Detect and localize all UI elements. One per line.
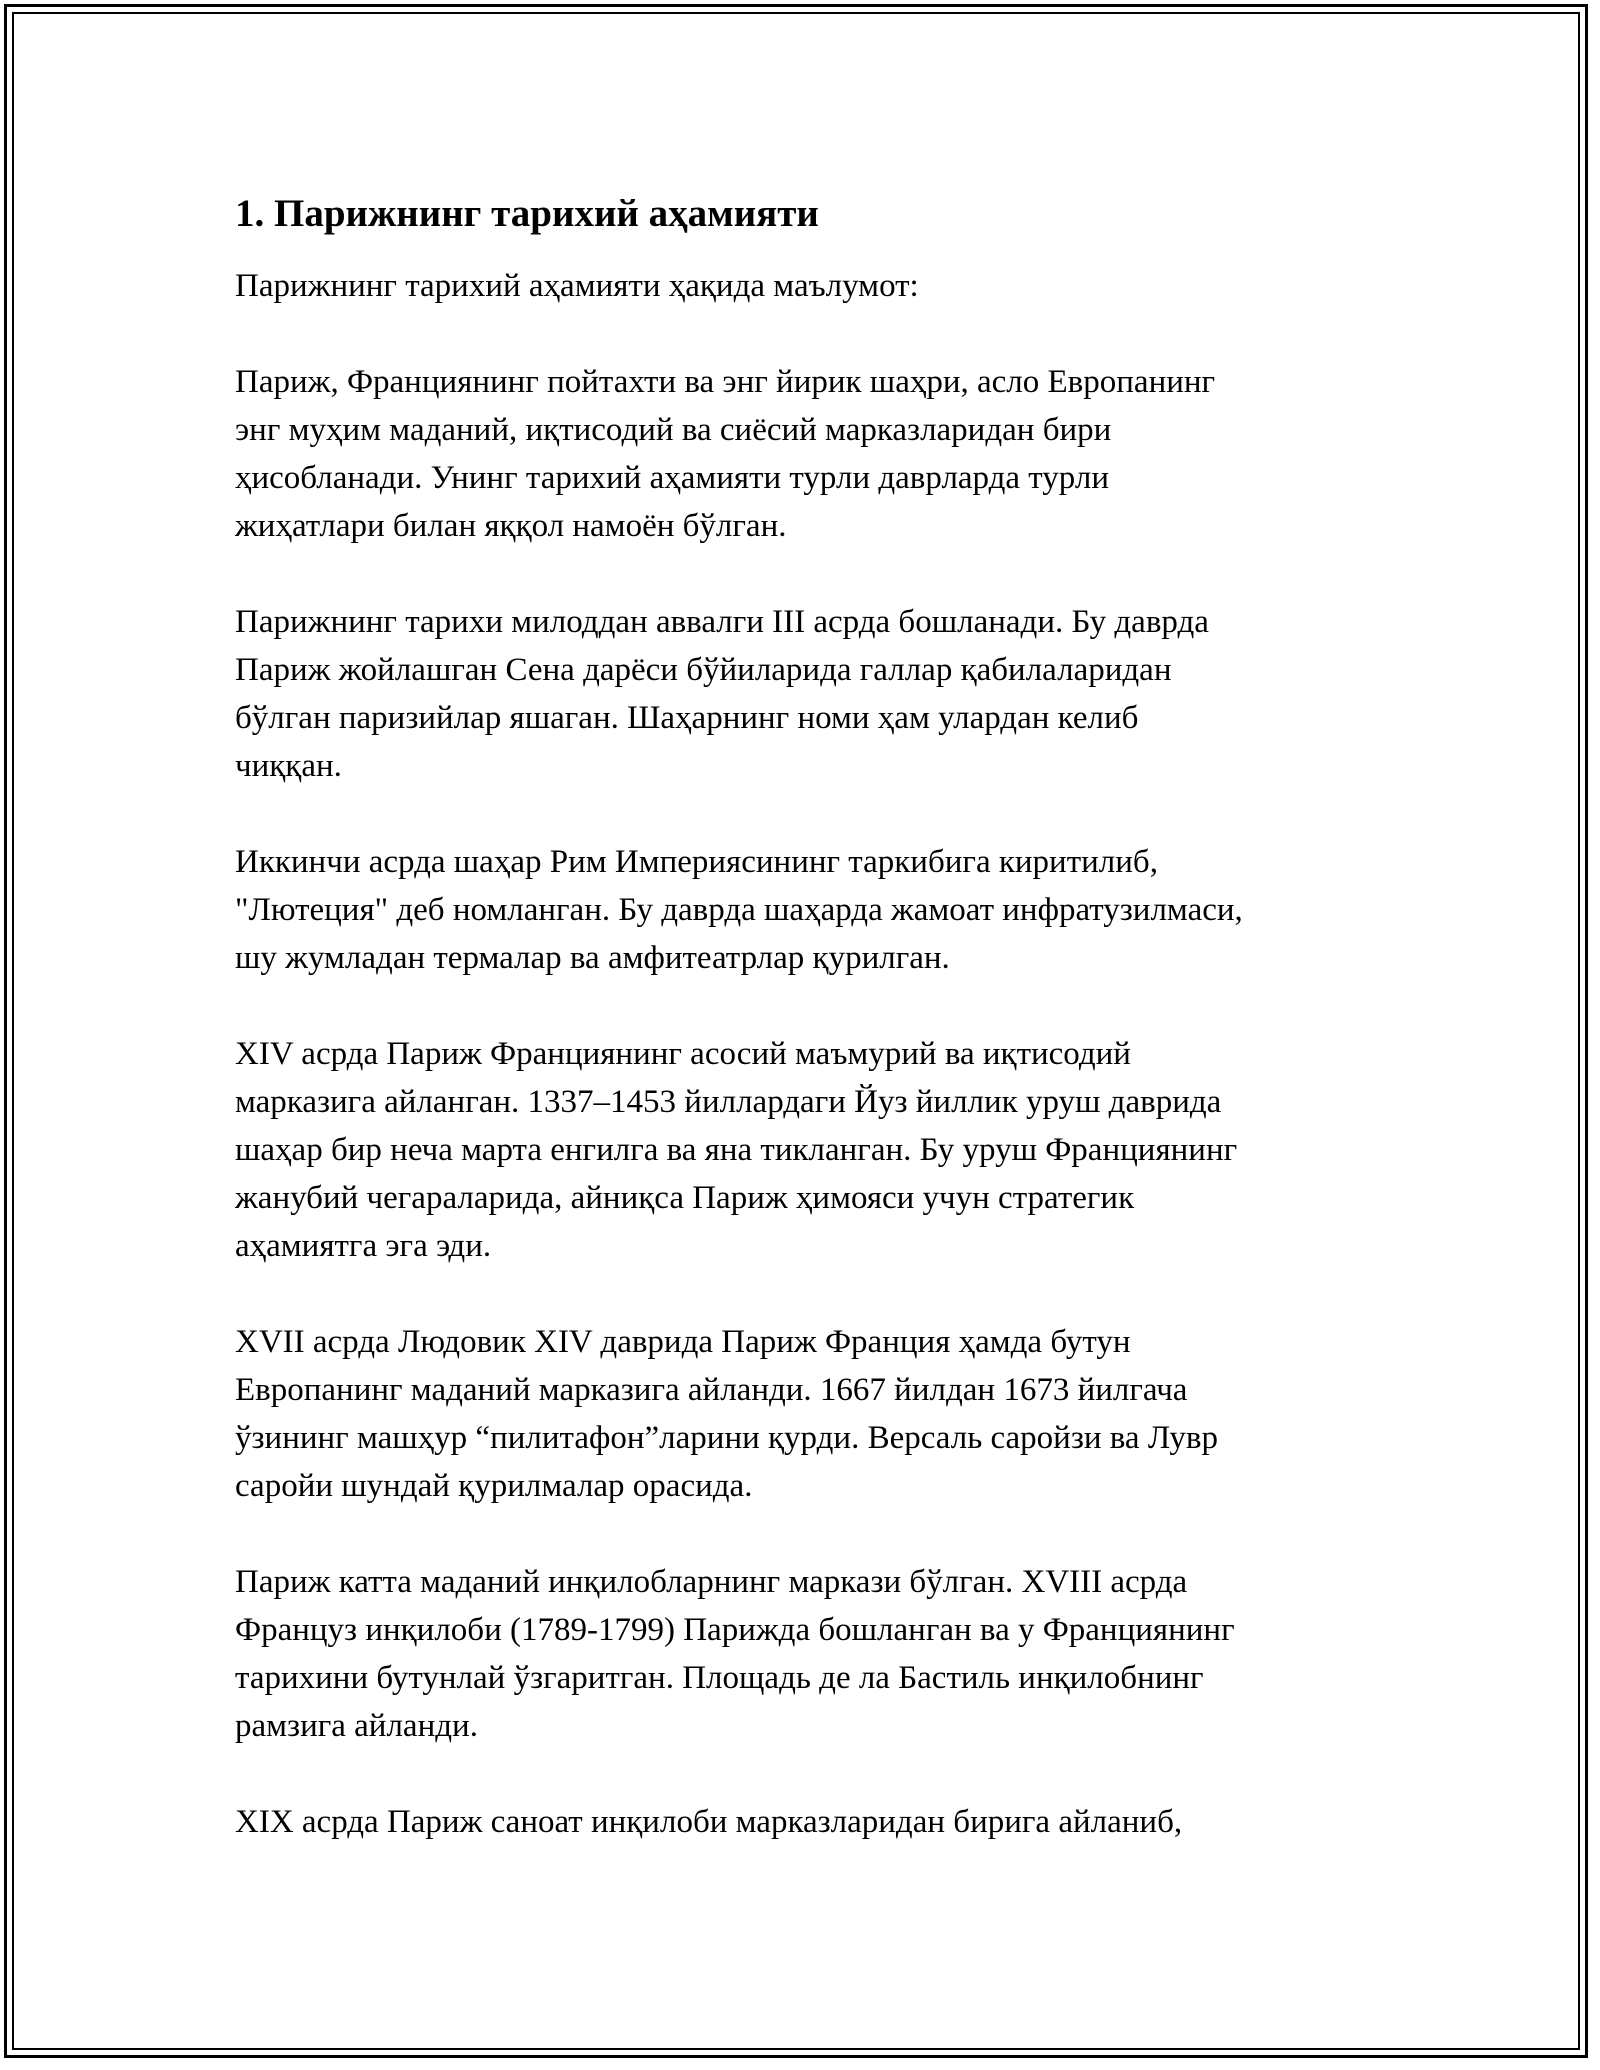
paragraph-5: XVII асрда Людовик XIV даврида Париж Франция ҳамда бутун Европанинг маданий марказига айланди. 1667 йилдан 1673 йилгача ўзининг машҳур “пилитафон”ларини қурди. Версаль саройзи ва Лувр саройи шундай қурилмалар орасида. bbox=[235, 1324, 1218, 1504]
document-body bbox=[235, 190, 1385, 1894]
document-title: 1. Парижнинг тарихий аҳамияти bbox=[235, 192, 819, 235]
paragraph-3: Иккинчи асрда шаҳар Рим Империясининг таркибига киритилиб, "Лютеция" деб номланган. Бу даврда шаҳарда жамоат инфратузилмаси, шу жумладан термалар ва амфитеатрлар қурилган. bbox=[235, 844, 1243, 976]
paragraph-2: Парижнинг тарихи милоддан аввалги III асрда бошланади. Бу даврда Париж жойлашган Сена дарёси бўйиларида галлар қабилаларидан бўлган паризийлар яшаган. Шаҳарнинг номи ҳам улардан келиб чиққан. bbox=[235, 604, 1209, 784]
paragraph-7: XIX асрда Париж саноат инқилоби марказларидан бирига айланиб, bbox=[235, 1804, 1183, 1840]
paragraph-6: Париж катта маданий инқилобларнинг маркази бўлган. XVIII асрда Француз инқилоби (1789-1799) Парижда бошланган ва у Франциянинг тарихини бутунлай ўзгаритган. Площадь де ла Бастиль инқилобнинг рамзига айланди. bbox=[235, 1564, 1235, 1744]
intro-line: Парижнинг тарихий аҳамияти ҳақида маълумот: bbox=[235, 268, 919, 304]
paragraph-1: Париж, Франциянинг пойтахти ва энг йирик шаҳри, асло Европанинг энг муҳим маданий, иқтисодий ва сиёсий марказларидан бири ҳисобланади. Унинг тарихий аҳамияти турли даврларда турли жиҳатлари билан яққол намоён бўлган. bbox=[235, 364, 1216, 544]
paragraph-4: XIV асрда Париж Франциянинг асосий маъмурий ва иқтисодий марказига айланган. 1337–1453 йиллардаги Йуз йиллик уруш даврида шаҳар бир неча марта енгилга ва яна тикланган. Бу уруш Франциянинг жанубий чегараларида, айниқса Париж ҳимояси учун стратегик аҳамиятга эга эди. bbox=[235, 1036, 1238, 1264]
